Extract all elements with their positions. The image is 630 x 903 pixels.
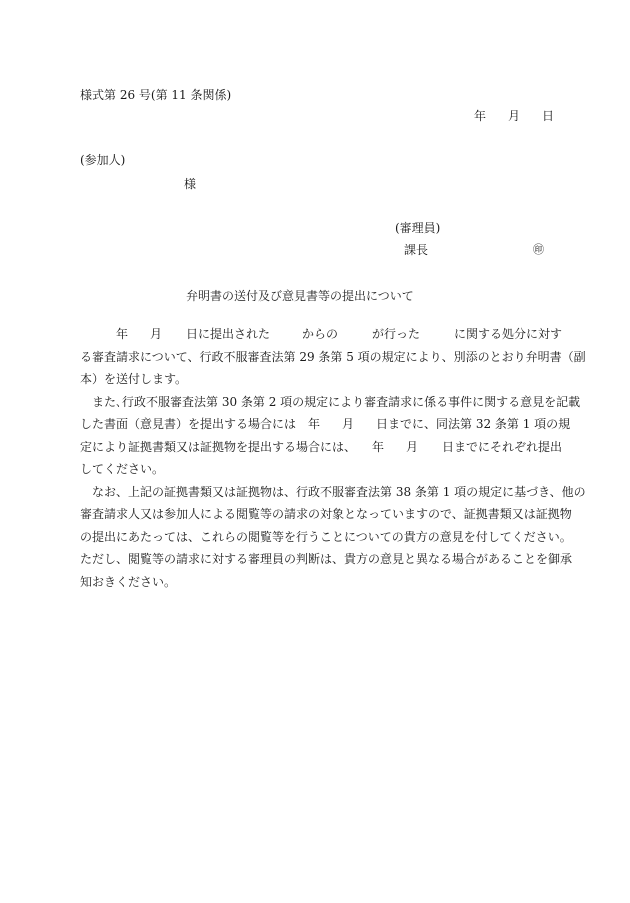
body-line (80, 478, 586, 501)
p3-line4: ただし、閲覧等の請求に対する審理員の判断は、貴方の意見と異なる場合があることを御承 (80, 552, 573, 566)
body-line (80, 320, 562, 343)
p2-line3-month: 月 (406, 439, 419, 454)
p3-line5: 知おきください。 (80, 574, 177, 589)
examiner-title: 課長 (404, 243, 429, 257)
p2-line3-b: 日までにそれぞれ提出 (442, 439, 563, 454)
body-line (80, 410, 571, 433)
form-number-label: 様式第 26 号(第 11 条関係) (80, 88, 232, 102)
p2-line1: また､行政不服審査法第 30 条第 2 項の規定により審査請求に係る事件に関する意見を記載 (92, 394, 581, 409)
body-line (80, 523, 572, 546)
body-line (80, 365, 562, 388)
participant-label: (参加人) (80, 153, 126, 167)
body-line (80, 343, 586, 366)
body-line (80, 500, 572, 523)
p2-line2-month: 月 (342, 417, 355, 431)
p2-line3-a: 定により証拠書類又は証拠物を提出する場合には、 (80, 439, 357, 454)
examiner-label: (審理員) (395, 221, 441, 235)
document-body (80, 320, 586, 590)
date-month-label: 月 (508, 109, 521, 123)
p3-line1: なお、上記の証拠書類又は証拠物は、行政不服審査法第 38 条第 1 項の規定に基づき、他の (92, 484, 586, 499)
body-line (80, 388, 581, 411)
p1-performed: が行った (372, 327, 421, 341)
p1-line3: 本）を送付します。 (80, 372, 188, 386)
body-line (80, 433, 562, 456)
p2-line2-a: した書面（意見書）を提出する場合には (80, 417, 297, 431)
p2-line4: してください。 (80, 462, 165, 476)
seal-mark: ㊞ (533, 243, 544, 256)
p2-line3-year: 年 (372, 439, 385, 454)
date-year-label: 年 (474, 109, 487, 123)
p2-line2-year: 年 (308, 417, 321, 431)
p1-from: からの (302, 327, 339, 341)
p1-regarding: に関する処分に対す (454, 327, 563, 341)
body-line (80, 455, 562, 478)
p1-line2: る審査請求について、行政不服審査法第 29 条第 5 項の規定により、別添のとおり弁明書（副 (80, 349, 586, 364)
document-subject: 弁明書の送付及び意見書等の提出について (186, 289, 414, 303)
p3-line2: 審査請求人又は参加人による閲覧等の請求の対象となっていますので、証拠書類又は証拠物 (80, 507, 572, 521)
p2-line2-b: 日までに、同法第 32 条第 1 項の規 (376, 417, 571, 431)
p1-day-submitted: 日に提出された (186, 327, 271, 341)
date-line (474, 110, 554, 122)
body-line (80, 545, 573, 568)
body-line (80, 568, 562, 591)
p1-year: 年 (116, 327, 129, 341)
p1-month: 月 (150, 327, 163, 341)
honorific-sama: 様 (184, 177, 197, 191)
date-day-label: 日 (542, 109, 555, 123)
p3-line3: の提出にあたっては、これらの閲覧等を行うことについての貴方の意見を付してください。 (80, 529, 572, 544)
